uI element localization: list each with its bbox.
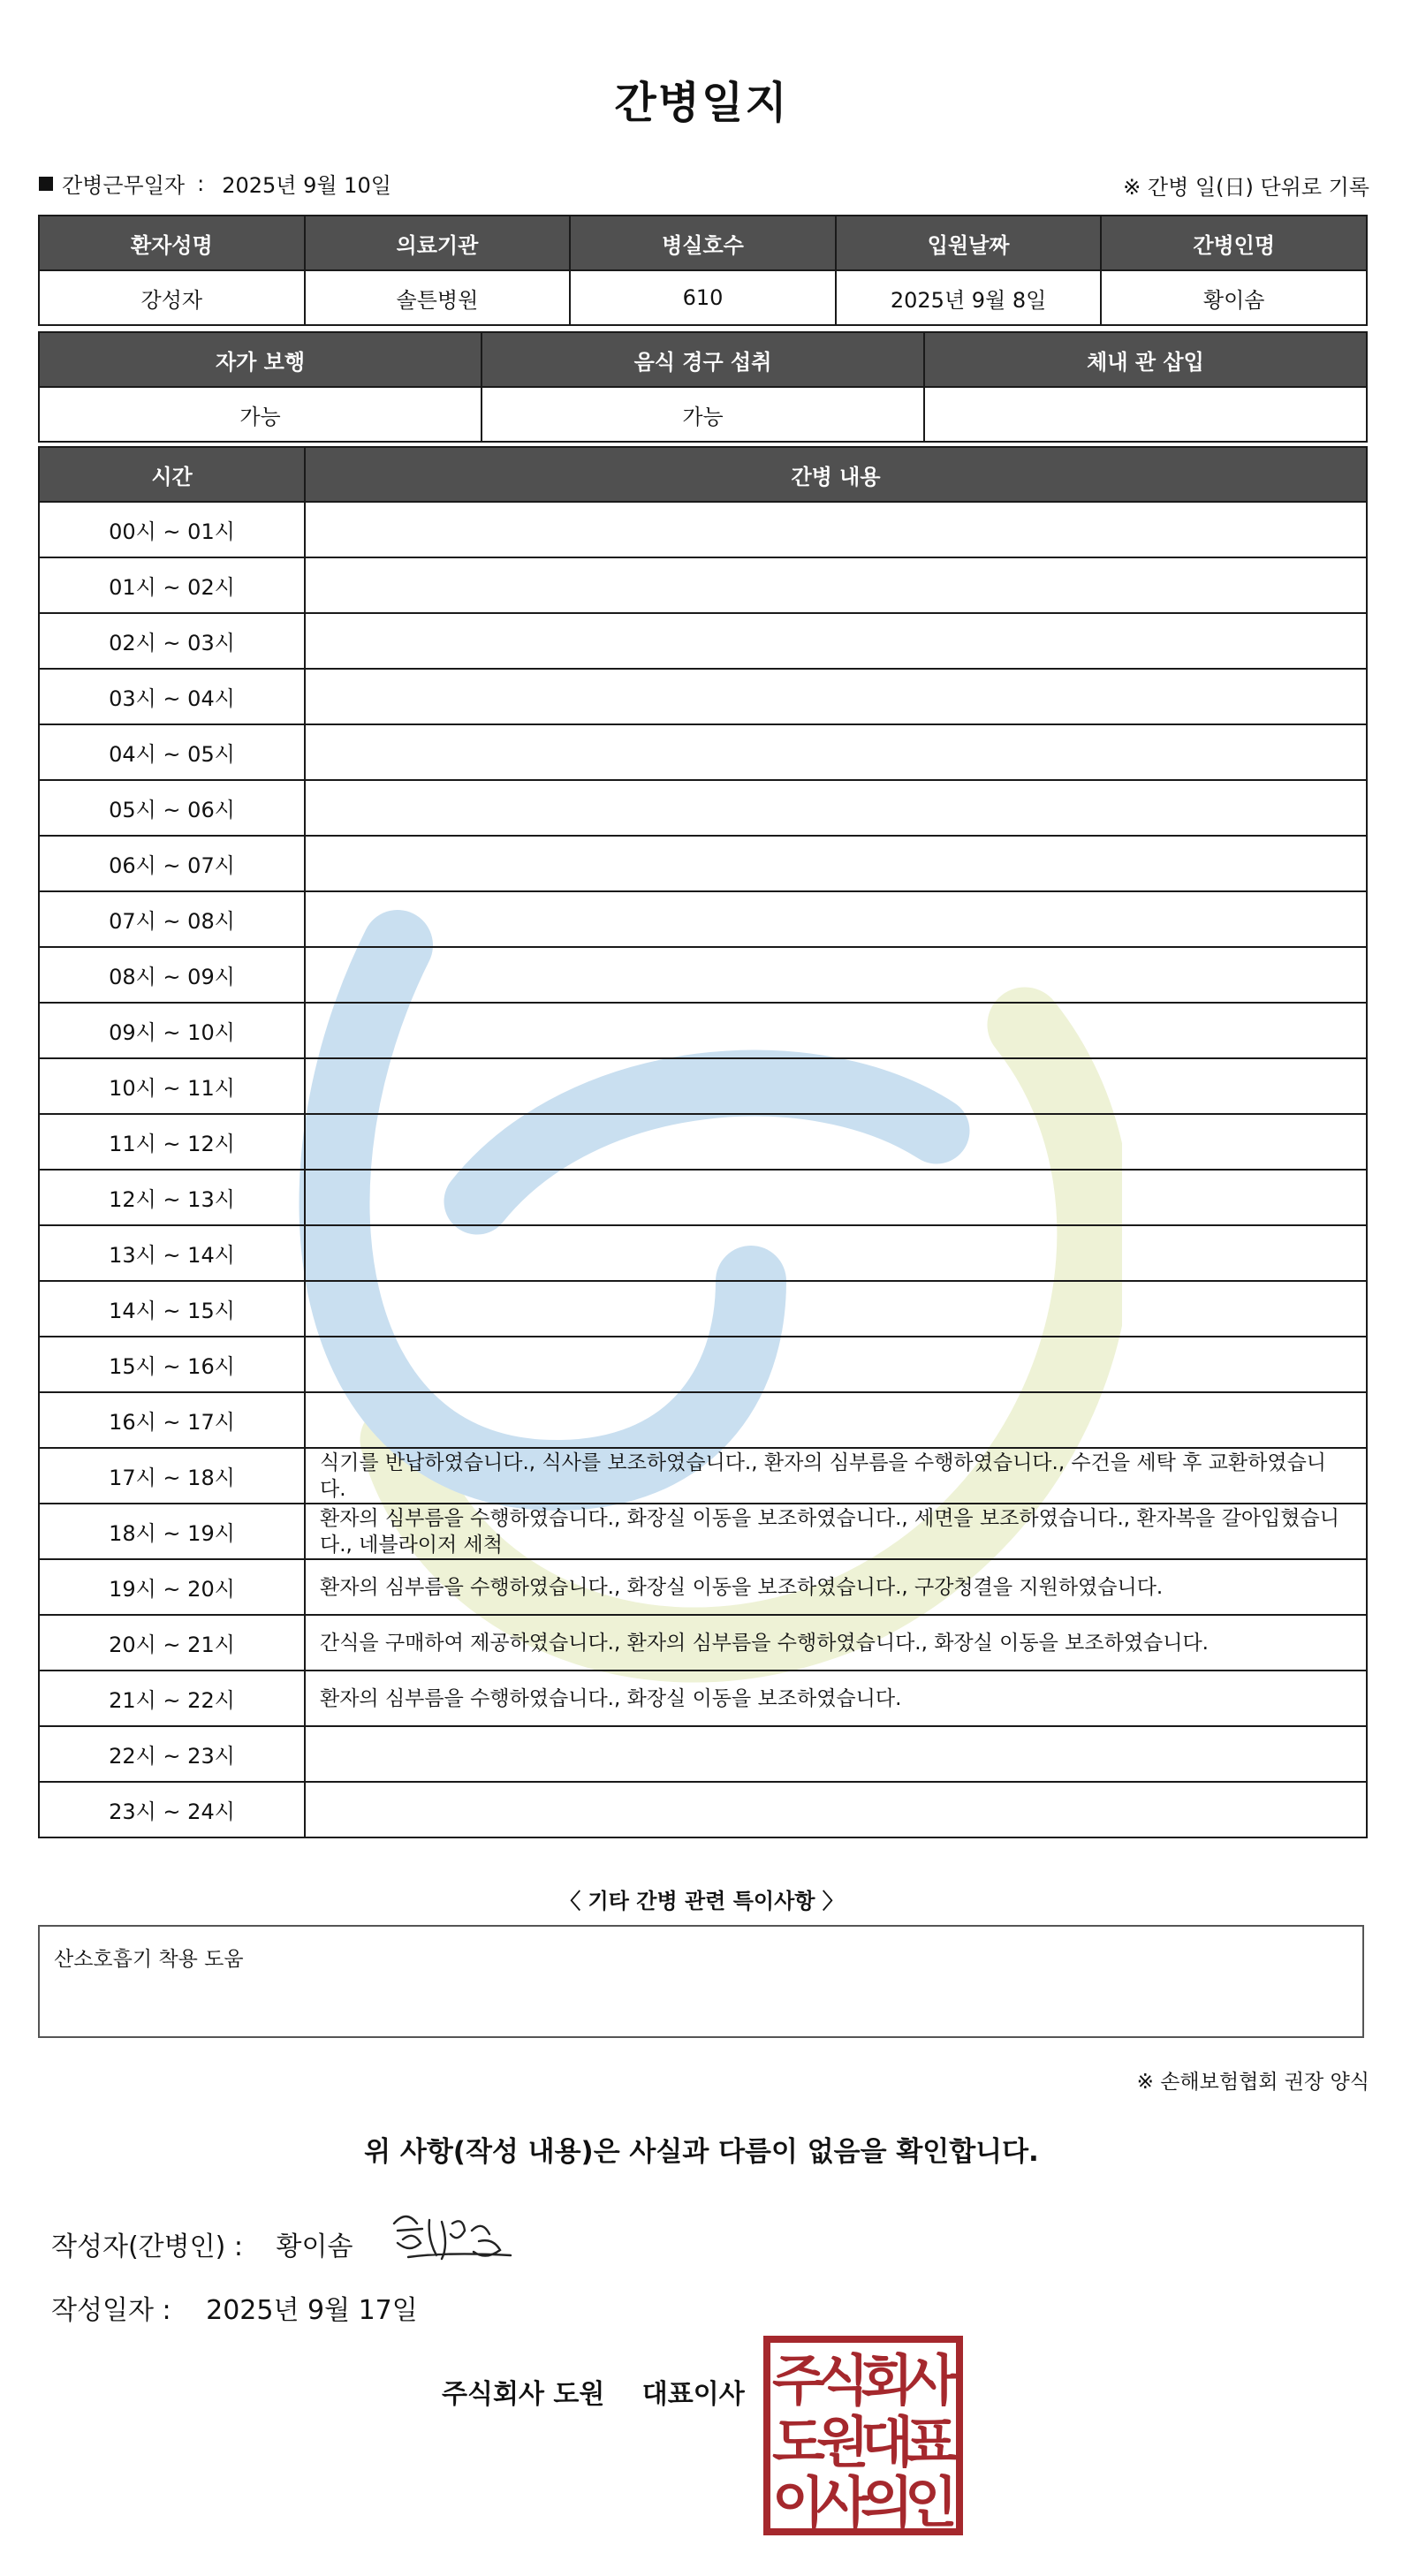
written-date-value: 2025년 9월 17일 [206,2295,418,2326]
log-content-cell [305,836,1367,891]
header-admission-date: 입원날짜 [836,216,1102,270]
patient-info-table [38,215,1368,326]
svg-text:사: 사 [905,2348,958,2413]
admission-date: 2025년 9월 8일 [836,270,1102,325]
header-caregiver-name: 간병인명 [1101,216,1367,270]
log-time-cell: 12시 ~ 13시 [39,1170,305,1225]
log-time-cell: 16시 ~ 17시 [39,1392,305,1448]
log-time-cell: 08시 ~ 09시 [39,947,305,1003]
log-time-cell: 04시 ~ 05시 [39,724,305,780]
patient-status-table [38,331,1368,443]
log-content-cell [305,947,1367,1003]
room-number: 610 [570,270,836,325]
log-time-cell: 05시 ~ 06시 [39,780,305,836]
log-row [39,669,1367,724]
work-date-label: 간병근무일자 [62,173,186,198]
svg-text:대: 대 [861,2410,914,2474]
log-row [39,1448,1367,1504]
log-content-cell [305,669,1367,724]
patient-name: 강성자 [39,270,305,325]
log-row [39,1170,1367,1225]
company-representative: 대표이사 [641,2379,745,2410]
header-care-content: 간병 내용 [305,447,1367,502]
log-row [39,1559,1367,1615]
svg-text:도: 도 [772,2410,825,2474]
log-content-cell: 간식을 구매하여 제공하였습니다., 환자의 심부름을 수행하였습니다., 화장실 이동을 보조하였습니다. [305,1615,1367,1671]
log-content-cell: 환자의 심부름을 수행하였습니다., 화장실 이동을 보조하였습니다. [305,1671,1367,1726]
log-time-cell: 07시 ~ 08시 [39,891,305,947]
header-tube-insertion: 체내 관 삽입 [924,332,1367,387]
log-row [39,1782,1367,1837]
log-row [39,1281,1367,1337]
company-seal-stamp [762,2334,965,2537]
log-time-cell: 13시 ~ 14시 [39,1225,305,1281]
log-row [39,1504,1367,1559]
log-time-cell: 06시 ~ 07시 [39,836,305,891]
writer-name: 황이솜 [276,2231,353,2262]
company-name: 주식회사 도원 [442,2379,605,2410]
log-content-cell [305,1392,1367,1448]
association-note: ※ 손해보험협회 권장 양식 [1136,2071,1369,2094]
log-row [39,1114,1367,1170]
log-content-cell [305,502,1367,557]
work-date-separator: : [197,170,205,196]
handwritten-signature [387,2204,519,2266]
log-time-cell: 22시 ~ 23시 [39,1726,305,1782]
svg-text:의: 의 [861,2470,914,2534]
log-time-cell: 21시 ~ 22시 [39,1671,305,1726]
log-content-cell [305,1281,1367,1337]
log-time-cell: 00시 ~ 01시 [39,502,305,557]
writer-label: 작성자(간병인) : [51,2231,243,2262]
svg-text:원: 원 [816,2410,869,2474]
bullet-square-icon [39,177,53,191]
svg-text:회: 회 [861,2348,914,2413]
svg-text:식: 식 [816,2348,869,2413]
log-time-cell: 15시 ~ 16시 [39,1337,305,1392]
log-row [39,613,1367,669]
tube-insertion-value [924,387,1367,442]
log-row [39,836,1367,891]
header-oral-intake: 음식 경구 섭취 [482,332,924,387]
log-row [39,1225,1367,1281]
log-time-cell: 11시 ~ 12시 [39,1114,305,1170]
work-date-line [39,168,391,199]
log-time-cell: 02시 ~ 03시 [39,613,305,669]
log-row [39,1337,1367,1392]
writer-line [51,2224,353,2263]
other-notes-content: 산소호흡기 착용 도움 [54,1948,244,1971]
unit-note: ※ 간병 일(日) 단위로 기록 [1123,175,1369,200]
header-patient-name: 환자성명 [39,216,305,270]
log-time-cell: 20시 ~ 21시 [39,1615,305,1671]
log-row [39,1058,1367,1114]
svg-text:표: 표 [905,2410,958,2474]
log-time-cell: 18시 ~ 19시 [39,1504,305,1559]
hospital-name: 솔튼병원 [305,270,571,325]
log-content-cell [305,1225,1367,1281]
written-date-line [51,2288,418,2327]
log-content-cell: 식기를 반납하였습니다., 식사를 보조하였습니다., 환자의 심부름을 수행하였습니다., 수건을 세탁 후 교환하였습니다. [305,1448,1367,1504]
log-content-cell [305,1337,1367,1392]
header-time: 시간 [39,447,305,502]
log-content-cell [305,1726,1367,1782]
care-log-table [38,446,1368,1838]
log-row [39,502,1367,557]
log-time-cell: 14시 ~ 15시 [39,1281,305,1337]
log-content-cell [305,780,1367,836]
svg-text:이: 이 [772,2470,825,2534]
log-content-cell [305,613,1367,669]
log-time-cell: 01시 ~ 02시 [39,557,305,613]
log-content-cell [305,1782,1367,1837]
header-self-walking: 자가 보행 [39,332,482,387]
log-content-cell [305,1003,1367,1058]
log-time-cell: 19시 ~ 20시 [39,1559,305,1615]
log-content-cell [305,557,1367,613]
written-date-label: 작성일자 : [51,2295,171,2326]
page-title: 간병일지 [614,78,789,128]
log-row [39,557,1367,613]
company-line [442,2372,745,2411]
log-content-cell [305,891,1367,947]
log-time-cell: 03시 ~ 04시 [39,669,305,724]
log-row [39,1392,1367,1448]
log-content-cell [305,1058,1367,1114]
log-time-cell: 23시 ~ 24시 [39,1782,305,1837]
svg-text:주: 주 [772,2348,825,2413]
caregiver-name: 황이솜 [1101,270,1367,325]
other-notes-title: 〈 기타 간병 관련 특이사항 〉 [559,1889,844,1913]
svg-text:인: 인 [905,2470,958,2534]
log-content-cell [305,1114,1367,1170]
log-content-cell: 환자의 심부름을 수행하였습니다., 화장실 이동을 보조하였습니다., 세면을 보조하였습니다., 환자복을 갈아입혔습니다., 네블라이저 세척 [305,1504,1367,1559]
log-row [39,1615,1367,1671]
confirmation-statement: 위 사항(작성 내용)은 사실과 다름이 없음을 확인합니다. [364,2136,1039,2168]
log-content-cell [305,1170,1367,1225]
log-time-cell: 17시 ~ 18시 [39,1448,305,1504]
header-room-number: 병실호수 [570,216,836,270]
log-row [39,1671,1367,1726]
other-notes-box [38,1925,1364,2038]
log-time-cell: 10시 ~ 11시 [39,1058,305,1114]
oral-intake-value: 가능 [482,387,924,442]
log-row [39,1726,1367,1782]
log-row [39,891,1367,947]
log-content-cell [305,724,1367,780]
self-walking-value: 가능 [39,387,482,442]
log-time-cell: 09시 ~ 10시 [39,1003,305,1058]
log-row [39,780,1367,836]
header-hospital: 의료기관 [305,216,571,270]
svg-text:사: 사 [816,2470,869,2534]
log-content-cell: 환자의 심부름을 수행하였습니다., 화장실 이동을 보조하였습니다., 구강청결을 지원하였습니다. [305,1559,1367,1615]
work-date-value: 2025년 9월 10일 [222,173,391,198]
log-row [39,1003,1367,1058]
log-row [39,724,1367,780]
log-row [39,947,1367,1003]
